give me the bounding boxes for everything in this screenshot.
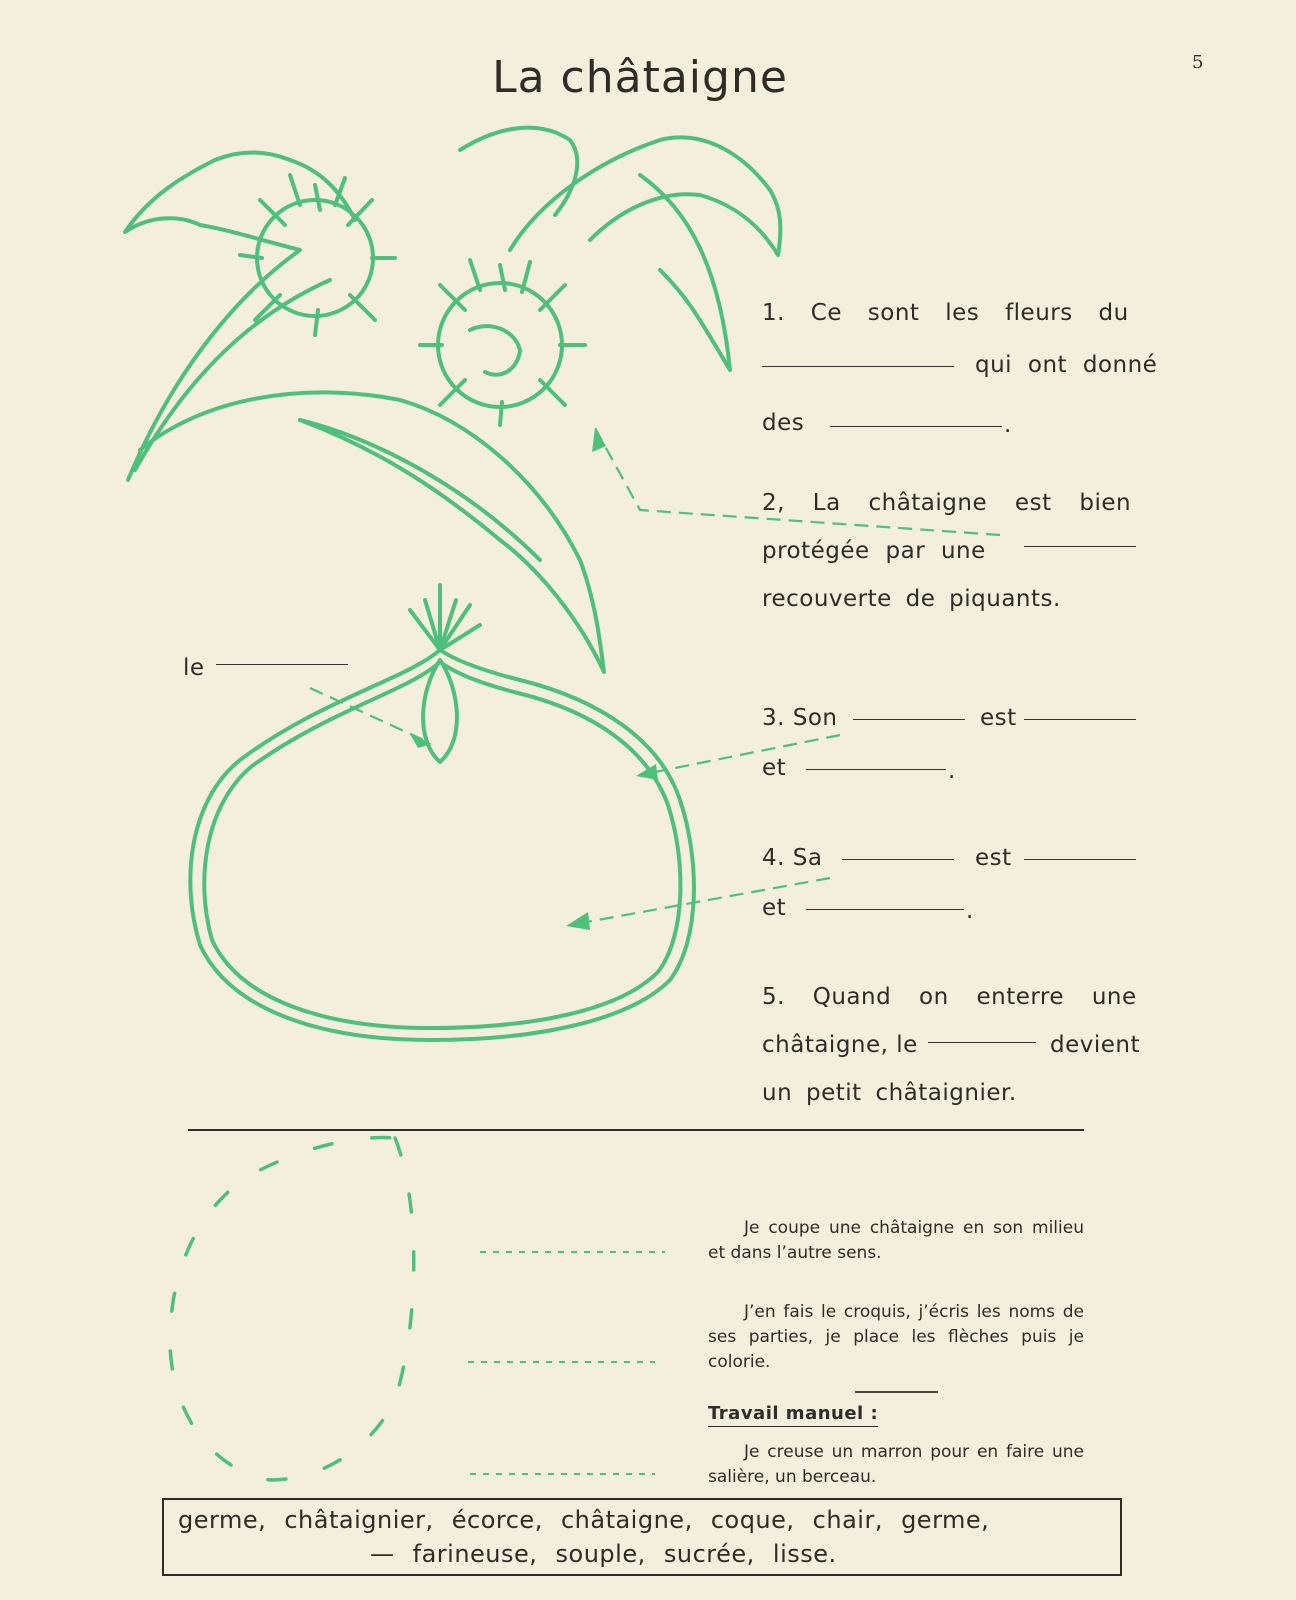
q4-line1a: 4. Sa bbox=[762, 845, 823, 871]
q2-line3: recouverte de piquants. bbox=[762, 586, 1061, 612]
q1-line2: qui ont donné bbox=[975, 352, 1158, 378]
q4-end: . bbox=[966, 898, 974, 924]
word-bank-box bbox=[162, 1498, 1122, 1576]
drawing-label-blank[interactable] bbox=[216, 650, 348, 669]
q4-blank-2[interactable] bbox=[1024, 845, 1136, 864]
instruction-3: Je creuse un marron pour en faire une salière, un berceau. bbox=[708, 1442, 1084, 1487]
q3-line1a: 3. Son bbox=[762, 705, 838, 731]
q3-line1b: est bbox=[980, 705, 1017, 731]
sketch-outline-icon bbox=[170, 1137, 414, 1480]
q1-blank-2[interactable] bbox=[830, 412, 1002, 431]
q1-line1: 1. Ce sont les fleurs du bbox=[762, 300, 1129, 326]
q5-line2a: châtaigne, le bbox=[762, 1032, 918, 1058]
q4-blank-3[interactable] bbox=[806, 895, 964, 914]
q5-blank[interactable] bbox=[928, 1028, 1036, 1047]
q5-line2b: devient bbox=[1050, 1032, 1140, 1058]
germ-tuft-icon bbox=[410, 585, 480, 650]
q4-blank-1[interactable] bbox=[842, 845, 954, 864]
q4-line2: et bbox=[762, 895, 787, 921]
chestnut-outline-icon bbox=[190, 650, 694, 1040]
leaf-right-icon bbox=[510, 137, 780, 255]
drawing-label-le: le bbox=[183, 655, 205, 681]
word-bank-line2: — farineuse, souple, sucrée, lisse. bbox=[370, 1540, 837, 1568]
travail-manuel-title: Travail manuel : bbox=[708, 1403, 878, 1427]
q3-blank-3[interactable] bbox=[806, 755, 946, 774]
q3-blank-2[interactable] bbox=[1024, 705, 1136, 724]
instruction-2: J’en fais le croquis, j’écris les noms de ses parties, je place les flèches puis je colorie. bbox=[708, 1302, 1084, 1372]
q5-line1: 5. Quand on enterre une bbox=[762, 984, 1137, 1010]
q1-blank-1[interactable] bbox=[762, 352, 954, 371]
page-title: La châtaigne bbox=[492, 52, 788, 103]
page-number: 5 bbox=[1192, 52, 1204, 73]
leaf-lower-icon bbox=[140, 392, 604, 672]
q2-blank[interactable] bbox=[1024, 532, 1136, 551]
arrow-to-burr bbox=[595, 428, 1000, 535]
q4-line1b: est bbox=[975, 845, 1012, 871]
q1-line3: des bbox=[762, 410, 805, 436]
q3-blank-1[interactable] bbox=[853, 705, 965, 724]
q2-line2: protégée par une bbox=[762, 538, 986, 564]
arrow-to-flesh bbox=[570, 878, 830, 925]
q5-line3: un petit châtaignier. bbox=[762, 1080, 1017, 1106]
q2-line1: 2, La châtaigne est bien bbox=[762, 490, 1132, 516]
instruction-1: Je coupe une châtaigne en son milieu et dans l’autre sens. bbox=[708, 1218, 1084, 1263]
word-bank-line1: germe, châtaignier, écorce, châtaigne, coque, chair, germe, bbox=[178, 1506, 990, 1534]
q3-line2: et bbox=[762, 755, 787, 781]
q3-end: . bbox=[948, 758, 956, 784]
arrow-to-germ bbox=[310, 688, 428, 742]
q1-end: . bbox=[1004, 412, 1012, 438]
